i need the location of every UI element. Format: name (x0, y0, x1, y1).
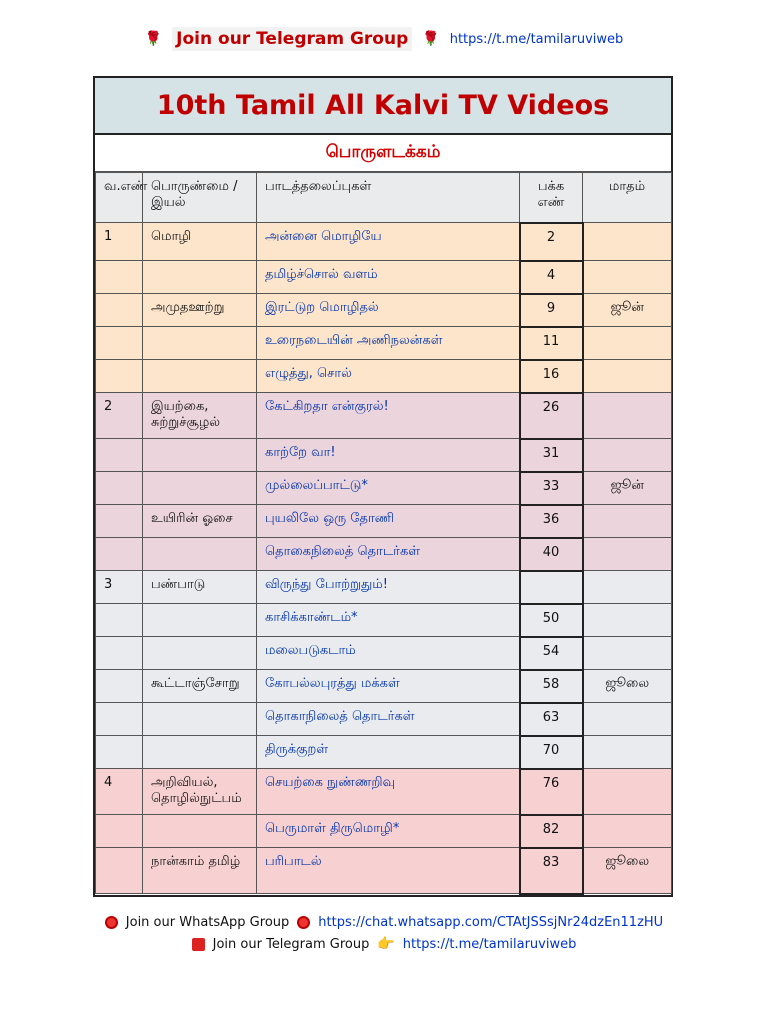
cell-number: 1 (96, 223, 143, 261)
cell-number (96, 439, 143, 472)
mailbox-icon (192, 938, 205, 951)
table-row (96, 604, 672, 637)
cell-number (96, 604, 143, 637)
cell-number (96, 703, 143, 736)
cell-page (520, 571, 583, 604)
table-row (96, 848, 672, 894)
header-number: வ.எண் (96, 173, 143, 223)
rose-icon: 🌹 (144, 31, 163, 47)
cell-page: 2 (520, 223, 583, 261)
whatsapp-label[interactable]: Join our WhatsApp Group (125, 914, 290, 930)
cell-topic: உயிரின் ஓசை (143, 505, 257, 538)
whatsapp-line (0, 911, 768, 933)
content-sheet (93, 76, 673, 897)
cell-month (583, 360, 672, 393)
cell-number: 3 (96, 571, 143, 604)
cell-number (96, 327, 143, 360)
cell-lesson: மலைபடுகடாம் (257, 637, 520, 670)
cell-topic: கூட்டாஞ்சோறு (143, 670, 257, 703)
cell-lesson: காற்றே வா! (257, 439, 520, 472)
cell-lesson: முல்லைப்பாட்டு* (257, 472, 520, 505)
cell-topic: மொழி (143, 223, 257, 261)
cell-page: 33 (520, 472, 583, 505)
cell-topic (143, 261, 257, 294)
table-row (96, 538, 672, 571)
cell-lesson: இரட்டுற மொழிதல் (257, 294, 520, 327)
cell-number (96, 505, 143, 538)
table-row (96, 815, 672, 848)
cell-lesson: விருந்து போற்றுதும்! (257, 571, 520, 604)
cell-topic (143, 815, 257, 848)
table-row (96, 505, 672, 538)
cell-lesson: பரிபாடல் (257, 848, 520, 894)
cell-month (583, 261, 672, 294)
cell-month (583, 604, 672, 637)
cell-topic (143, 637, 257, 670)
contents-table (95, 172, 672, 895)
cell-page: 4 (520, 261, 583, 294)
cell-month (583, 571, 672, 604)
cell-lesson: உரைநடையின் அணிநலன்கள் (257, 327, 520, 360)
telegram-footer-link[interactable]: https://t.me/tamilaruviweb (402, 936, 577, 952)
table-row (96, 294, 672, 327)
cell-lesson: தொகைநிலைத் தொடர்கள் (257, 538, 520, 571)
cell-page: 11 (520, 327, 583, 360)
cell-month: ஜூன் (583, 294, 672, 327)
cell-lesson: கேட்கிறதா என்குரல்! (257, 393, 520, 439)
cell-topic (143, 439, 257, 472)
cell-page: 36 (520, 505, 583, 538)
cell-lesson: அன்னை மொழியே (257, 223, 520, 261)
cell-month (583, 327, 672, 360)
cell-month (583, 223, 672, 261)
cell-lesson: எழுத்து, சொல் (257, 360, 520, 393)
rose-icon: 🌹 (422, 31, 440, 47)
cell-number (96, 294, 143, 327)
cell-number (96, 261, 143, 294)
cell-month (583, 637, 672, 670)
top-banner (0, 24, 768, 54)
cell-page: 40 (520, 538, 583, 571)
cell-lesson: புயலிலே ஒரு தோணி (257, 505, 520, 538)
whatsapp-link[interactable]: https://chat.whatsapp.com/CTAtJSSsjNr24dzEn11zHU (318, 914, 664, 930)
cell-month: ஜூன் (583, 472, 672, 505)
cell-lesson: தமிழ்ச்சொல் வளம் (257, 261, 520, 294)
cell-lesson: காசிக்காண்டம்* (257, 604, 520, 637)
cell-page: 26 (520, 393, 583, 439)
table-row (96, 261, 672, 294)
cell-topic: பண்பாடு (143, 571, 257, 604)
cell-number (96, 538, 143, 571)
table-row (96, 223, 672, 261)
red-circle-icon (297, 916, 310, 929)
cell-month (583, 815, 672, 848)
telegram-link[interactable]: https://t.me/tamilaruviweb (449, 31, 624, 47)
red-circle-icon (105, 916, 118, 929)
cell-month (583, 505, 672, 538)
cell-topic (143, 327, 257, 360)
pointing-hand-icon: 👉 (377, 936, 395, 952)
cell-lesson: திருக்குறள் (257, 736, 520, 769)
cell-number (96, 472, 143, 505)
table-row (96, 670, 672, 703)
table-row (96, 439, 672, 472)
header-lesson: பாடத்தலைப்புகள் (257, 173, 520, 223)
cell-month (583, 439, 672, 472)
cell-lesson: தொகாநிலைத் தொடர்கள் (257, 703, 520, 736)
cell-month (583, 393, 672, 439)
cell-month (583, 538, 672, 571)
cell-page: 50 (520, 604, 583, 637)
cell-month (583, 736, 672, 769)
document-title: 10th Tamil All Kalvi TV Videos (95, 78, 671, 135)
cell-number (96, 637, 143, 670)
table-row (96, 637, 672, 670)
header-month: மாதம் (583, 173, 672, 223)
cell-page: 63 (520, 703, 583, 736)
cell-page: 58 (520, 670, 583, 703)
cell-lesson: பெருமாள் திருமொழி* (257, 815, 520, 848)
cell-number (96, 848, 143, 894)
cell-month: ஜூலை (583, 848, 672, 894)
cell-topic: இயற்கை, சுற்றுச்சூழல் (143, 393, 257, 439)
header-topic: பொருண்மை / இயல் (143, 173, 257, 223)
cell-lesson: செயற்கை நுண்ணறிவு (257, 769, 520, 815)
cell-month (583, 703, 672, 736)
cell-number (96, 360, 143, 393)
cell-lesson: கோபல்லபுரத்து மக்கள் (257, 670, 520, 703)
table-row (96, 571, 672, 604)
cell-number (96, 670, 143, 703)
cell-page: 76 (520, 769, 583, 815)
cell-topic: அமுதஊற்று (143, 294, 257, 327)
cell-page: 16 (520, 360, 583, 393)
table-row (96, 472, 672, 505)
table-row (96, 327, 672, 360)
cell-month: ஜூலை (583, 670, 672, 703)
cell-page: 82 (520, 815, 583, 848)
cell-number: 2 (96, 393, 143, 439)
table-row (96, 360, 672, 393)
cell-topic: நான்காம் தமிழ் (143, 848, 257, 894)
document-subtitle: பொருளடக்கம் (95, 135, 671, 172)
cell-topic (143, 538, 257, 571)
cell-topic (143, 360, 257, 393)
table-row (96, 703, 672, 736)
cell-topic (143, 703, 257, 736)
table-row (96, 393, 672, 439)
cell-number (96, 815, 143, 848)
table-row (96, 736, 672, 769)
cell-topic: அறிவியல், தொழில்நுட்பம் (143, 769, 257, 815)
cell-page: 31 (520, 439, 583, 472)
cell-page: 54 (520, 637, 583, 670)
cell-number: 4 (96, 769, 143, 815)
telegram-footer-label[interactable]: Join our Telegram Group (212, 936, 370, 952)
table-row (96, 769, 672, 815)
header-page: பக்க எண் (520, 173, 583, 223)
cell-page: 83 (520, 848, 583, 894)
table-header-row (96, 173, 672, 223)
cell-month (583, 769, 672, 815)
telegram-label[interactable]: Join our Telegram Group (172, 27, 412, 51)
cell-topic (143, 604, 257, 637)
cell-topic (143, 472, 257, 505)
cell-page: 9 (520, 294, 583, 327)
cell-number (96, 736, 143, 769)
cell-page: 70 (520, 736, 583, 769)
cell-topic (143, 736, 257, 769)
telegram-line (0, 933, 768, 955)
